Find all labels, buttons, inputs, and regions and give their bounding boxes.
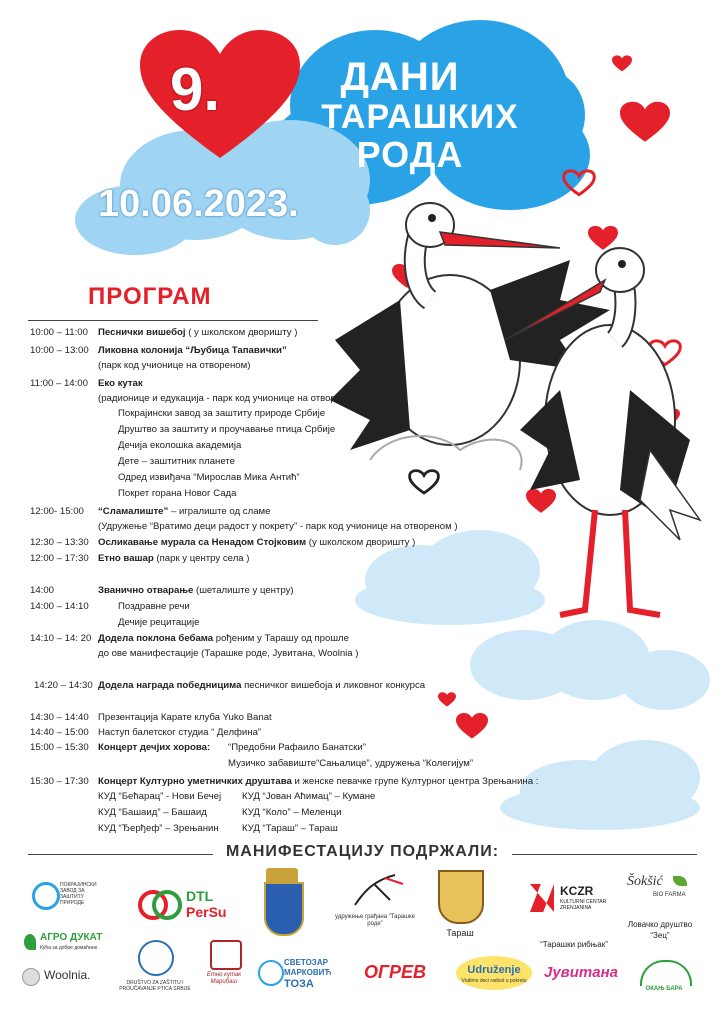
kud-item: КУД “Башаид” – Башаид [98,807,207,818]
edition-number: 9. [170,56,221,123]
eco-item: Покрет горана Новог Сада [118,488,237,499]
event-title: Додела награда победницима [98,680,242,691]
time: 12:30 – 13:30 [30,537,89,548]
woolnia-logo [22,966,102,994]
sponsors-heading: МАНИФЕСТАЦИЈУ ПОДРЖАЛИ: [225,843,500,860]
opening-item: Дечије рецитације [118,617,200,628]
event-date: 10.06.2023. [98,183,299,225]
toza-text-2: МАРКОВИЋ [284,968,332,977]
time: 14:20 – 14:30 [34,680,93,691]
kud-item: КУД “Коло” – Меленци [242,807,342,818]
event-detail: до ове манифестације (Тарашке роде, Јувитана, Woolnia ) [98,648,359,659]
kczr-text: KCZR [560,884,594,898]
time: 14:30 – 14:40 [30,712,89,723]
event-detail: Презентација Карате клуба Yuko Banat [98,712,272,723]
bird-society-logo [118,940,192,1020]
title-line-2: ТАРАШКИХ [321,98,519,136]
kud-item: КУД “Тараш” – Тараш [242,823,338,834]
event-detail: (парк код учионице на отвореном) [98,360,251,371]
kczr-logo [530,884,620,924]
tarash-logo [430,870,490,950]
etno-kutak-logo [196,940,252,1010]
soksic-logo [625,874,695,914]
tarashke-rode-text: удружење грађана “Тарашке роде” [335,914,415,927]
event-title: Еко кутак [98,378,143,389]
event-detail: (у школском дворишту ) [306,537,416,548]
event-detail: (парк у центру села ) [153,553,250,564]
event-title: Концерт Културно уметничких друштава [98,776,292,787]
time: 14:40 – 15:00 [30,727,89,738]
etno-text: Етно кутак Марибаш [206,972,242,985]
event-title: Песнички вишебој [98,327,186,338]
juvitana-text: Јувитана [544,964,618,981]
coat-of-arms-logo [262,868,302,938]
event-title: “Сламалиште” [98,506,169,517]
soksic-text: Šokšić [627,874,663,889]
udruzenje-logo [456,956,532,996]
event-detail: (шеталиште у центру) [193,585,294,596]
time: 14:10 – 14: 20 [30,633,92,644]
schedule [30,325,550,845]
agro-dukat-logo [24,932,104,960]
eco-item: Дете – заштитник планете [118,456,235,467]
time: 14:00 [30,585,55,596]
eco-item: Дечија еколошка академија [118,440,242,451]
pzzp-text: ПОКРАЈИНСКИ ЗАВОД ЗА ЗАШТИТУ ПРИРОДЕ [60,882,97,906]
toza-text-3: ТОЗА [284,978,314,990]
udruzenje-text: Udruženje [467,964,521,976]
event-detail: песничког вишебоја и ликовног конкурса [241,680,426,691]
toza-text-1: СВЕТОЗАР [284,958,328,967]
okanj-bara-logo [630,958,698,998]
event-detail: ( у школском дворишту ) [185,327,298,338]
event-title: Концерт дечјих хорова: [98,742,211,753]
time: 12:00- 15:00 [30,506,84,517]
heart-icon [612,55,632,72]
eco-item: Друштво за заштиту и проучавање птица Србије [118,424,336,435]
event-title: Додела поклона бебама [98,633,214,644]
time: 10:00 – 13:00 [30,345,89,356]
event-title: Званично отварање [98,585,194,596]
stork-icon [345,870,405,910]
ogrev-text: ОГРЕВ [363,962,427,982]
woolnia-text: Woolnia. [44,968,91,982]
kczr-subtext: KULTURNI CENTAR ZRENJANINA [560,899,607,911]
soksic-subtext: BIO FARMA [653,892,686,898]
heart-icon [620,100,670,144]
ogrev-logo [356,962,434,990]
eco-item: Покрајински завод за заштиту природе Србије [118,408,326,419]
kud-item: КУД “Јован Аћимац” – Кумане [242,791,376,802]
event-detail: (радионице и едукација - парк код учионице на отвореном ) [98,393,365,404]
time: 11:00 – 14:00 [30,378,88,389]
persu-text: PerSu [186,904,227,920]
agro-dukat-subtext: Кућа за добре домаћине [40,945,98,951]
time: 15:00 – 15:30 [30,742,89,753]
udruzenje-subtext: Vratimo deci radost u pokretu [461,978,527,984]
program-heading: ПРОГРАМ [88,283,212,310]
toza-logo [258,958,342,998]
choir-item: Музичко забавиште“Сањалице”, удружења “Колегијум” [228,758,474,769]
choir-item: “Предобни Рафаило Банатски” [228,742,366,753]
time: 10:00 – 11:00 [30,327,88,338]
juvitana-logo [544,964,618,988]
event-detail: – игралиште од сламе [168,506,271,517]
title-line-3: РОДА [356,134,464,175]
okanj-text: ОКАЊ БАРА [645,986,683,992]
time: 14:00 – 14:10 [30,601,89,612]
event-title: Ликовна колонија “Љубица Тапавички” [98,345,287,356]
tarashke-rode-logo [335,870,415,930]
program-divider [28,320,318,321]
event-detail: рођеним у Тарашу од прошле [213,633,349,644]
event-detail: (Удружење “Вратимо деци радост у покрету” - парк код учионице на отвореном ) [98,521,458,532]
lovacko-text-1: Ловачко друштво [627,920,693,929]
event-title: Осликавање мурала са Ненадом Стојковим [98,537,307,548]
agro-dukat-text: АГРО ДУКАТ [40,932,103,943]
tarashki-ribnjak-text: “Тарашки рибњак” [540,940,608,949]
lovacko-text-2: “Зец” [650,931,670,940]
eco-item: Одред извиђача “Мирослав Мика Антић” [118,472,300,483]
dtl-persu-logo [138,886,238,922]
kud-item: КУД “Ђерђеф” – Зрењанин [98,823,219,834]
event-detail: Наступ балетског студиа “ Делфина” [98,727,262,738]
time: 12:00 – 17:30 [30,553,89,564]
time: 15:30 – 17:30 [30,776,89,787]
event-title: Етно вашар [98,553,154,564]
dtl-text: DTL [186,888,214,904]
title-line-1: ДАНИ [340,55,460,99]
kud-item: КУД “Бећарац” - Нови Бечеј [98,791,222,802]
pzzp-logo [22,878,102,918]
tarash-text: Тараш [446,928,474,938]
bird-society-text: DRUŠTVO ZA ZAŠTITU I PROUČAVANJE PTICA SRBIJE [119,980,191,992]
event-detail: и женске певачке групе Културног центра Зрењанина : [291,776,539,787]
event-detail: Поздравне речи [118,601,190,612]
